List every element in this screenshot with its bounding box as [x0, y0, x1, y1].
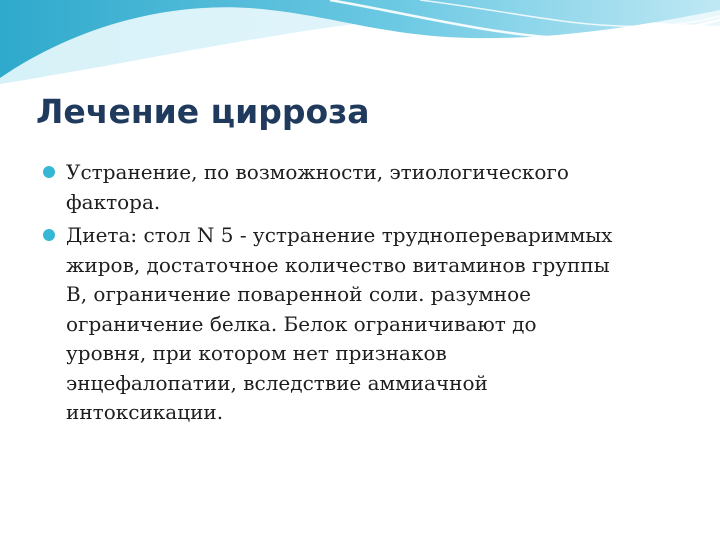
bullet-line: энцефалопатии, вследствие аммиачной [66, 370, 488, 395]
bullet-line: ограничение белка. Белок ограничивают до [66, 311, 537, 336]
bullet-item [40, 221, 690, 428]
bullet-item [40, 158, 690, 217]
bullet-dot-icon [43, 166, 55, 178]
bullet-list [40, 158, 690, 432]
bullet-dot-icon [43, 229, 55, 241]
bullet-line: фактора. [66, 189, 161, 214]
bullet-line: жиров, достаточное количество витаминов группы [66, 252, 610, 277]
bullet-line: Диета: стол N 5 - устранение трудноперевариммых [66, 223, 613, 247]
header-wave-decoration [0, 0, 720, 90]
bullet-line: В, ограничение поваренной соли. разумное [66, 282, 531, 306]
bullet-line: интоксикации. [66, 400, 224, 424]
bullet-line: Устранение, по возможности, этиологического [66, 160, 569, 184]
bullet-line: уровня, при котором нет признаков [66, 341, 447, 365]
slide-title: Лечение цирроза [36, 92, 370, 131]
